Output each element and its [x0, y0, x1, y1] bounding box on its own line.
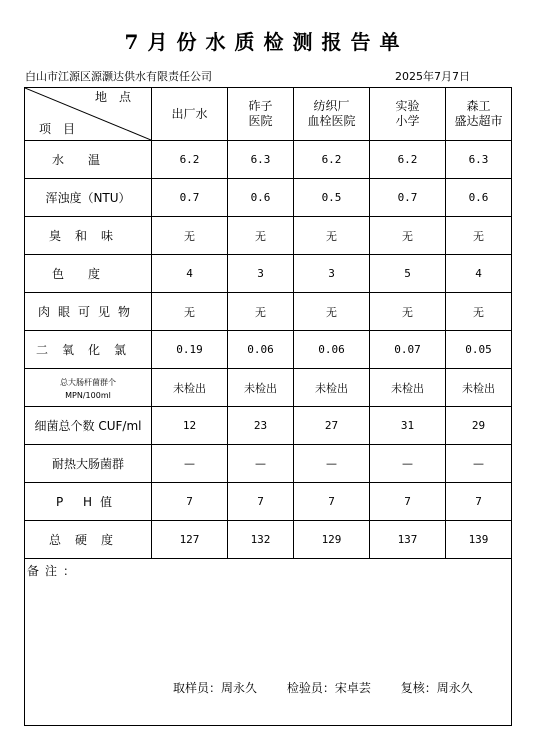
measurement-row	[25, 255, 512, 293]
location-name-line1: 实验	[395, 99, 420, 113]
value-cell: 0.05	[446, 331, 512, 369]
value-cell: 无	[228, 293, 294, 331]
value-cell: 27	[294, 407, 370, 445]
value-cell: 无	[152, 217, 228, 255]
value-cell: 0.5	[294, 179, 370, 217]
item-name-cell	[25, 483, 152, 521]
value-cell: 127	[152, 521, 228, 559]
location-header	[446, 88, 512, 141]
value-cell: 6.3	[446, 141, 512, 179]
location-name-line1: 森工	[466, 99, 491, 113]
sampler-signature: 取样员：周永久	[173, 681, 258, 695]
value-cell: —	[446, 445, 512, 483]
item-name-cell	[25, 407, 152, 445]
value-cell: 0.07	[370, 331, 446, 369]
value-cell: 0.6	[228, 179, 294, 217]
value-cell: 4	[152, 255, 228, 293]
value-cell: —	[370, 445, 446, 483]
value-cell: 无	[446, 293, 512, 331]
location-name-line2: 医院	[248, 114, 273, 128]
value-cell: 6.2	[294, 141, 370, 179]
item-name: 总大肠杆菌群个 MPN/100ml	[60, 377, 116, 400]
water-quality-table	[24, 87, 512, 726]
value-cell: 无	[294, 217, 370, 255]
item-name: P H值	[55, 495, 121, 509]
item-name-cell	[25, 293, 152, 331]
value-cell: 无	[228, 217, 294, 255]
value-cell: —	[294, 445, 370, 483]
location-name-line2: 盛达超市	[454, 114, 503, 128]
item-name-cell	[25, 369, 152, 407]
measurement-row	[25, 179, 512, 217]
location-name-line1: 砟子	[248, 99, 273, 113]
value-cell: 132	[228, 521, 294, 559]
value-cell: —	[228, 445, 294, 483]
value-cell: 无	[152, 293, 228, 331]
location-header	[294, 88, 370, 141]
value-cell: 29	[446, 407, 512, 445]
corner-header-cell	[25, 88, 152, 141]
location-header	[228, 88, 294, 141]
item-name: 色度	[51, 267, 124, 281]
value-cell: 未检出	[370, 369, 446, 407]
value-cell: 7	[228, 483, 294, 521]
value-cell: 6.2	[152, 141, 228, 179]
value-cell: 7	[370, 483, 446, 521]
value-cell: 31	[370, 407, 446, 445]
notes-label: 备注：	[27, 564, 82, 578]
value-cell: 无	[446, 217, 512, 255]
item-axis-label: 项目	[39, 122, 88, 136]
header-row	[25, 88, 512, 141]
value-cell: 23	[228, 407, 294, 445]
item-name: 细菌总个数 CUF/ml	[34, 419, 142, 433]
measurement-row	[25, 369, 512, 407]
location-name-line2: 小学	[395, 114, 420, 128]
report-title: 7月份水质检测报告单	[124, 30, 409, 54]
value-cell: 3	[228, 255, 294, 293]
value-cell: 3	[294, 255, 370, 293]
signature-line	[173, 679, 473, 696]
value-cell: 6.2	[370, 141, 446, 179]
item-name: 肉眼可见物	[37, 305, 138, 319]
value-cell: 0.7	[370, 179, 446, 217]
location-header	[152, 88, 228, 141]
value-cell: 无	[370, 217, 446, 255]
value-cell: 未检出	[152, 369, 228, 407]
value-cell: 6.3	[228, 141, 294, 179]
location-axis-label: 地点	[94, 90, 143, 104]
value-cell: 139	[446, 521, 512, 559]
company-name: 白山市江源区源灏达供水有限责任公司	[25, 70, 212, 83]
value-cell: 129	[294, 521, 370, 559]
item-name: 二氧化氯	[35, 343, 140, 357]
value-cell: 未检出	[294, 369, 370, 407]
value-cell: 7	[152, 483, 228, 521]
item-name-cell	[25, 255, 152, 293]
report-date: 2025年7月7日	[395, 70, 470, 83]
value-cell: 0.19	[152, 331, 228, 369]
value-cell: —	[152, 445, 228, 483]
item-name-cell	[25, 445, 152, 483]
value-cell: 7	[446, 483, 512, 521]
value-cell: 12	[152, 407, 228, 445]
value-cell: 无	[294, 293, 370, 331]
value-cell: 4	[446, 255, 512, 293]
value-cell: 137	[370, 521, 446, 559]
item-name: 总硬度	[48, 533, 127, 547]
measurement-row	[25, 293, 512, 331]
value-cell: 0.06	[294, 331, 370, 369]
reviewer-signature: 复核：周永久	[400, 681, 473, 695]
inspector-signature: 检验员：宋卓芸	[286, 681, 371, 695]
notes-row	[25, 559, 512, 726]
item-name: 水温	[51, 153, 124, 167]
item-name-cell	[25, 217, 152, 255]
item-name: 臭和味	[48, 229, 127, 243]
value-cell: 未检出	[228, 369, 294, 407]
measurement-row	[25, 331, 512, 369]
value-cell: 7	[294, 483, 370, 521]
measurement-row	[25, 141, 512, 179]
item-name: 耐热大肠菌群	[51, 457, 124, 471]
value-cell: 0.06	[228, 331, 294, 369]
item-name-cell	[25, 521, 152, 559]
notes-cell	[25, 559, 512, 726]
item-name: 浑浊度（NTU）	[45, 191, 131, 205]
location-name-line2: 血栓医院	[307, 114, 356, 128]
measurement-row	[25, 407, 512, 445]
item-name-cell	[25, 141, 152, 179]
item-name-cell	[25, 179, 152, 217]
measurement-row	[25, 521, 512, 559]
measurement-row	[25, 445, 512, 483]
measurement-row	[25, 483, 512, 521]
location-header	[370, 88, 446, 141]
value-cell: 0.7	[152, 179, 228, 217]
value-cell: 未检出	[446, 369, 512, 407]
value-cell: 0.6	[446, 179, 512, 217]
item-name-cell	[25, 331, 152, 369]
location-name-line1: 出厂水	[171, 106, 208, 121]
measurement-row	[25, 217, 512, 255]
value-cell: 5	[370, 255, 446, 293]
value-cell: 无	[370, 293, 446, 331]
location-name-line1: 纺织厂	[313, 99, 350, 113]
